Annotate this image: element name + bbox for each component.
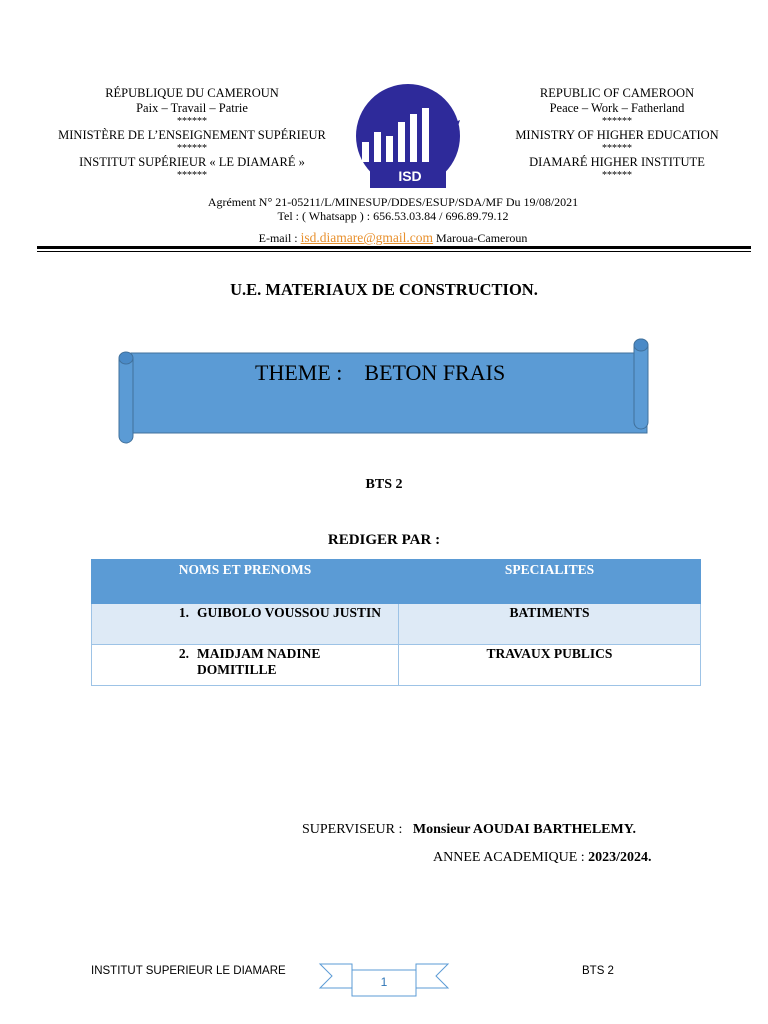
written-by-heading: REDIGER PAR : xyxy=(327,532,441,548)
motto-fr: Paix – Travail – Patrie xyxy=(136,101,248,115)
header-left-block xyxy=(42,86,342,182)
table-row xyxy=(92,645,701,686)
theme-value: BETON FRAIS xyxy=(364,360,506,385)
agrement-number: Agrément N° 21-05211/L/MINESUP/DDES/ESUP/SDA/MF Du 19/08/2021 xyxy=(207,195,579,209)
supervisor-line xyxy=(302,822,636,838)
email-line xyxy=(0,230,768,246)
email-suffix: Maroua-Cameroun xyxy=(433,231,528,245)
separator: ****** xyxy=(602,170,632,181)
separator: ****** xyxy=(177,116,207,127)
email-link[interactable]: isd.diamare@gmail.com xyxy=(300,230,434,245)
ministry-fr: MINISTÈRE DE L’ENSEIGNEMENT SUPÉRIEUR xyxy=(58,128,326,142)
row-number: 2. xyxy=(178,646,189,661)
separator: ****** xyxy=(602,143,632,154)
page-number: 1 xyxy=(380,975,388,989)
specialty-cell: BATIMENTS xyxy=(399,604,701,645)
footer-level: BTS 2 xyxy=(582,965,614,977)
logo-text: ISD xyxy=(398,168,422,184)
theme-label: THEME : xyxy=(255,360,343,385)
country-fr: RÉPUBLIQUE DU CAMEROUN xyxy=(105,86,279,100)
table-header-row xyxy=(92,560,701,604)
motto-en: Peace – Work – Fatherland xyxy=(549,101,685,115)
supervisor-label: SUPERVISEUR : xyxy=(302,822,403,837)
supervisor-name: Monsieur AOUDAI BARTHELEMY. xyxy=(412,822,637,837)
email-prefix: E-mail : xyxy=(258,231,301,245)
isd-logo xyxy=(350,84,482,194)
name-cell xyxy=(92,645,399,686)
institute-fr: INSTITUT SUPÉRIEUR « LE DIAMARÉ » xyxy=(79,155,305,169)
telephone: Tel : ( Whatsapp ) : 656.53.03.84 / 696.89.79.12 xyxy=(277,209,509,223)
theme-heading xyxy=(255,360,505,386)
column-header-specialties: SPECIALITES xyxy=(399,560,701,604)
theme-banner xyxy=(117,337,651,445)
row-number: 1. xyxy=(178,605,189,620)
agrement-block xyxy=(0,195,768,223)
separator: ****** xyxy=(177,170,207,181)
table-row xyxy=(92,604,701,645)
authors-table xyxy=(91,559,701,686)
level-label: BTS 2 xyxy=(365,477,403,492)
specialty-cell: TRAVAUX PUBLICS xyxy=(399,645,701,686)
academic-year-value: 2023/2024. xyxy=(588,850,652,865)
student-name: GUIBOLO VOUSSOU JUSTIN xyxy=(197,605,382,620)
student-name: MAIDJAM NADINE DOMITILLE xyxy=(197,646,321,677)
header-rule-thick xyxy=(37,246,751,249)
academic-year-label: ANNEE ACADEMIQUE : xyxy=(433,850,585,865)
separator: ****** xyxy=(602,116,632,127)
header-rule-thin xyxy=(37,251,751,252)
ministry-en: MINISTRY OF HIGHER EDUCATION xyxy=(515,128,719,142)
column-header-names: NOMS ET PRENOMS xyxy=(92,560,399,604)
institute-en: DIAMARÉ HIGHER INSTITUTE xyxy=(529,155,705,169)
header-right-block xyxy=(467,86,767,182)
country-en: REPUBLIC OF CAMEROON xyxy=(539,86,695,100)
course-title: U.E. MATERIAUX DE CONSTRUCTION. xyxy=(230,280,538,299)
academic-year-line xyxy=(433,850,652,866)
separator: ****** xyxy=(177,143,207,154)
name-cell xyxy=(92,604,399,645)
footer-institute: INSTITUT SUPERIEUR LE DIAMARE xyxy=(91,965,286,977)
